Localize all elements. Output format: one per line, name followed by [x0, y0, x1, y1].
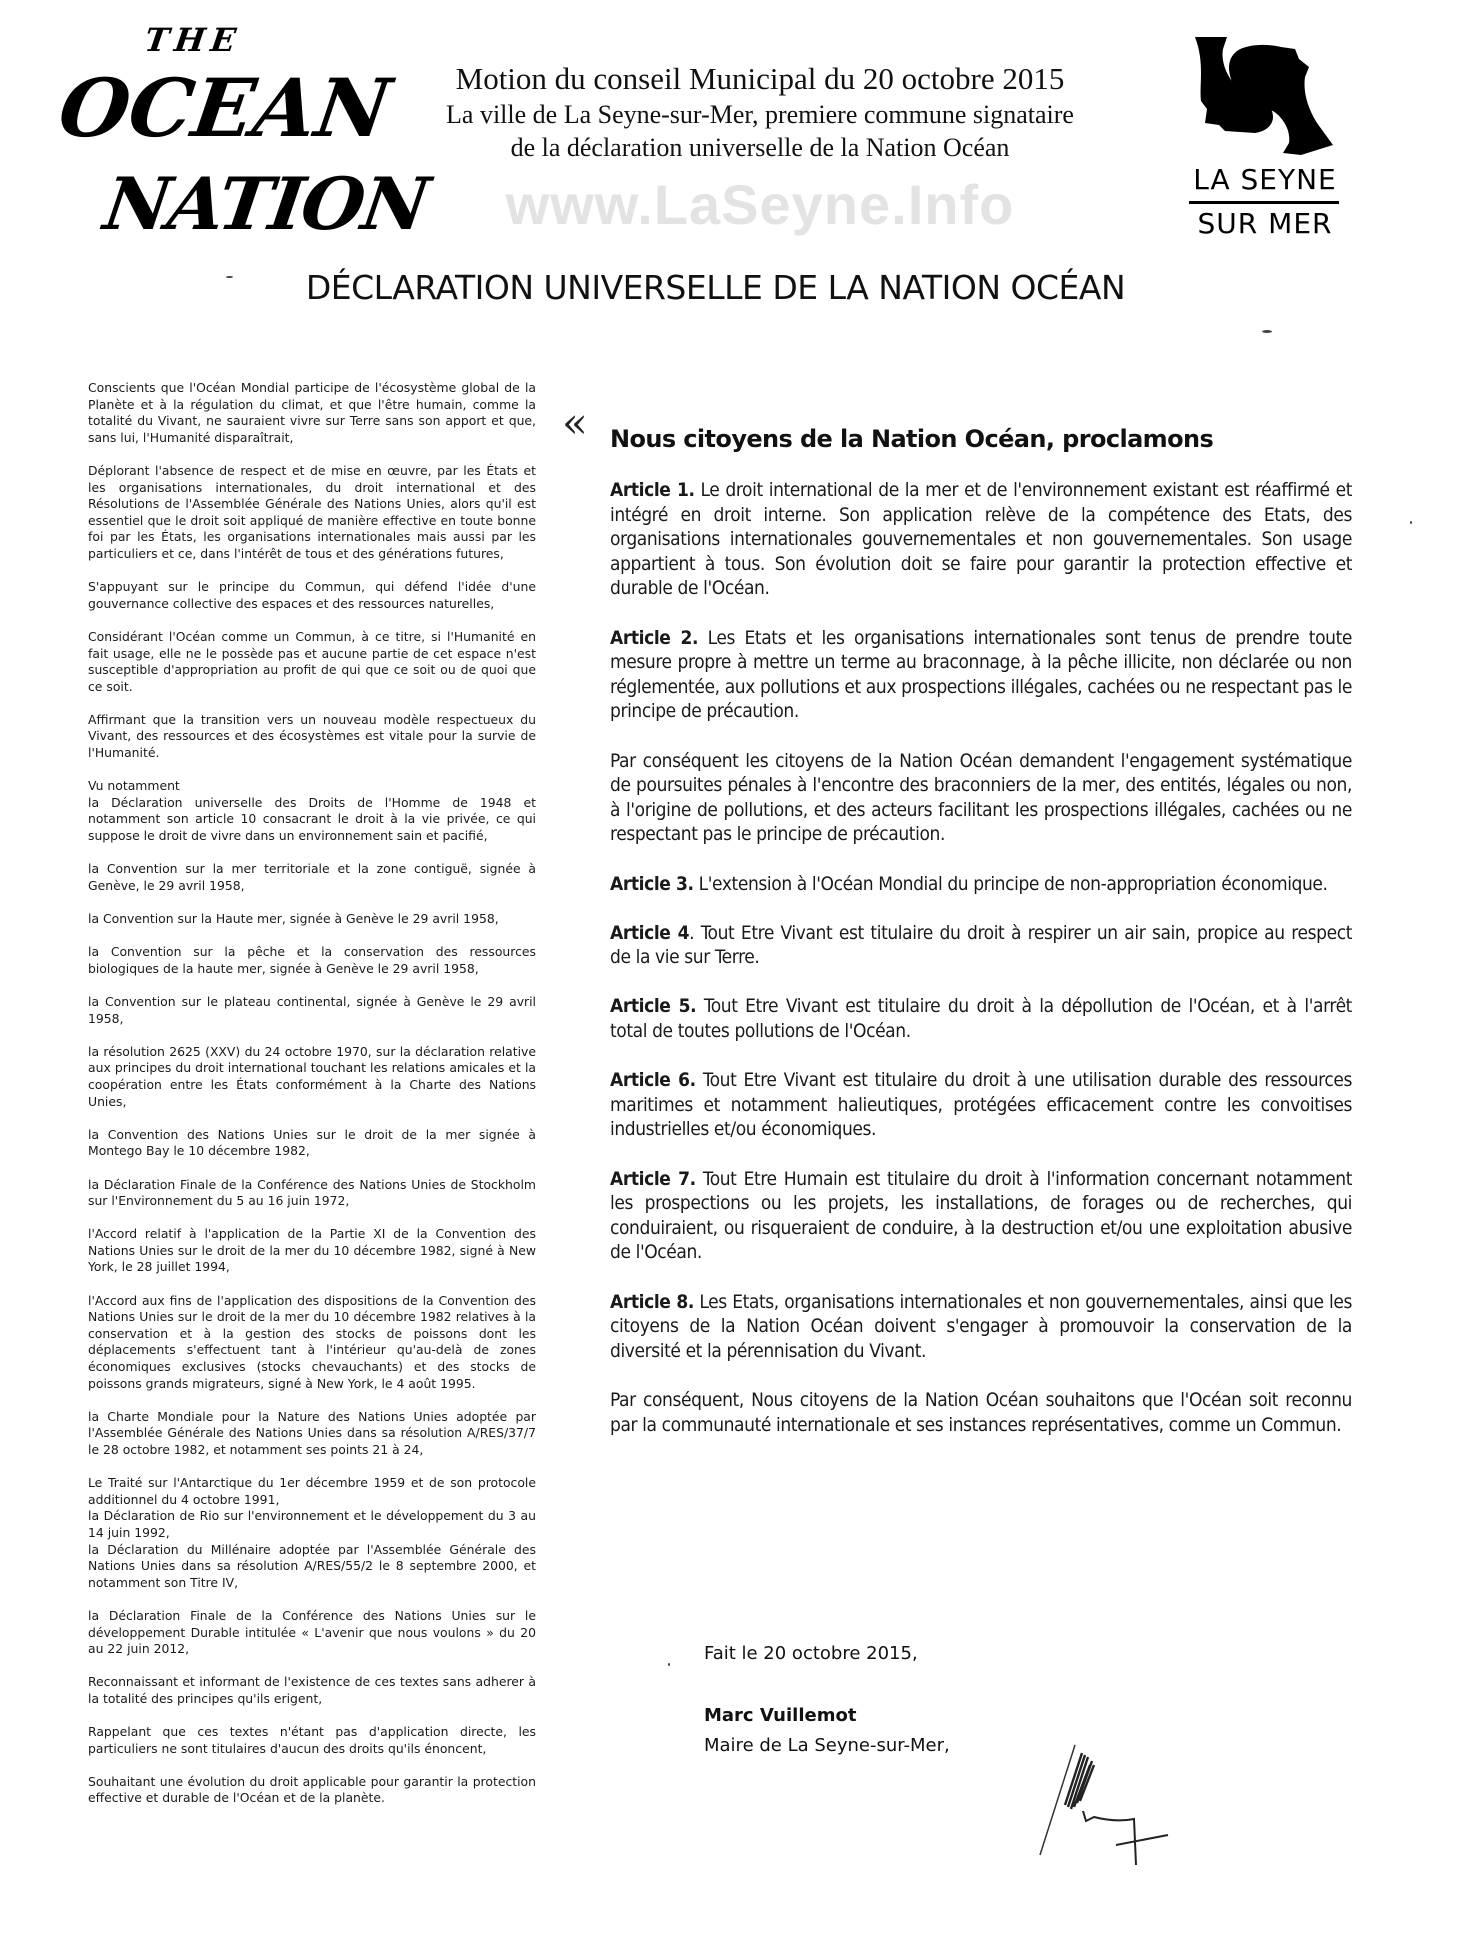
- scan-speck: [1410, 521, 1412, 524]
- article-text: Tout Etre Vivant est titulaire du droit à une utilisation durable des ressources maritimes et notamment halieutiques, protégées efficacement contre les convoitises industrielles et/ou économiques.: [610, 1069, 1352, 1141]
- preamble-paragraph: Le Traité sur l'Antarctique du 1er décembre 1959 et de son protocole additionnel du 4 octobre 1991,: [88, 1475, 536, 1507]
- preamble-paragraph: Vu notamment: [88, 778, 180, 794]
- la-seyne-logo: [1185, 35, 1345, 245]
- preamble-paragraph: la Déclaration du Millénaire adoptée par l'Assemblée Générale des Nations Unies dans sa résolution A/RES/55/2 le 8 septembre 2000, et notamment son Titre IV,: [88, 1541, 536, 1590]
- article-label: Article 7.: [610, 1167, 696, 1190]
- article-2-consequence: [610, 749, 1352, 847]
- article-2: [610, 626, 1352, 724]
- signatory-name: Marc Vuillemot: [704, 1705, 857, 1726]
- signatory-role: Maire de La Seyne-sur-Mer,: [704, 1735, 950, 1756]
- preamble-paragraph: la Déclaration Finale de la Conférence des Nations Unies de Stockholm sur l'Environnement du 5 au 16 juin 1972,: [88, 1176, 536, 1209]
- motion-header: [400, 60, 1120, 164]
- article-label: Article 1.: [610, 479, 695, 501]
- preamble-paragraph: Affirmant que la transition vers un nouveau modèle respectueux du Vivant, des ressources et des écosystèmes est vitale pour la survie de l'Humanité.: [88, 711, 536, 761]
- preamble-paragraph: la Convention des Nations Unies sur le droit de la mer signée à Montego Bay le 10 décembre 1982,: [88, 1126, 536, 1159]
- proclamation-heading: Nous citoyens de la Nation Océan, proclamons: [610, 425, 1214, 453]
- article-text: L'extension à l'Océan Mondial du principe de non-appropriation économique.: [693, 872, 1328, 895]
- preamble-paragraph: Considérant l'Océan comme un Commun, à ce titre, si l'Humanité en fait usage, elle ne le possède pas et aucune partie de cet espace n'est susceptible d'appropriation au profit de qui que ce soit ou de quoi que ce soit.: [88, 628, 536, 694]
- article-label: Article 3.: [610, 872, 694, 895]
- preamble-paragraph: la Déclaration de Rio sur l'environnement et le développement du 3 au 14 juin 1992,: [88, 1508, 536, 1540]
- preamble-paragraph: Conscients que l'Océan Mondial participe de l'écosystème global de la Planète et à la régulation du climat, et que l'être humain, comme la totalité du Vivant, ne sauraient vivre sur Terre sans son apport et que, sans lui, l'Humanité disparaîtrait,: [88, 380, 536, 445]
- article-3: [610, 872, 1352, 897]
- preamble-paragraph: la Convention sur le plateau continental, signée à Genève le 29 avril 1958,: [88, 993, 536, 1026]
- preamble-paragraph: la Déclaration Finale de la Conférence des Nations Unies sur le développement Durable intitulée « L'avenir que nous voulons » du 20 au 22 juin 2012,: [88, 1607, 536, 1657]
- signature-block: [704, 1642, 950, 1758]
- preamble-paragraph: Rappelant que ces textes n'étant pas d'application directe, les particuliers ne sont titulaires d'aucun des droits qu'ils énoncent,: [88, 1724, 536, 1756]
- preamble-paragraph: l'Accord aux fins de l'application des dispositions de la Convention des Nations Unies sur le droit de la mer du 10 décembre 1982 relatives à la conservation et à la gestion des stocks de poissons dont les déplacements s'effectuent tant à l'intérieur qu'au-delà de zones économiques exclusives (stocks chevauchants) et des stocks de poissons grands migrateurs, signé à New York, le 4 août 1995.: [88, 1292, 536, 1391]
- logo-divider: [1189, 201, 1339, 204]
- logo-text-the: THE: [142, 21, 245, 59]
- article-text: Tout Etre Humain est titulaire du droit à l'information concernant notamment les prospections ou les projets, les installations, de forages ou de recherches, qui conduiraient, ou risqueraient de conduire, à la destruction et/ou une exploitation abusive de l'Océan.: [610, 1167, 1352, 1264]
- scan-speck: [226, 276, 233, 278]
- article-label: Article 6.: [610, 1069, 696, 1092]
- handwritten-signature-icon: [1020, 1725, 1170, 1875]
- article-5: [610, 994, 1352, 1043]
- scan-speck: [668, 1663, 670, 1666]
- preamble-column: [88, 380, 536, 1824]
- article-text: Tout Etre Vivant est titulaire du droit à la dépollution de l'Océan, et à l'arrêt total de toutes pollutions de l'Océan.: [610, 995, 1352, 1043]
- preamble-paragraph: l'Accord relatif à l'application de la Partie XI de la Convention des Nations Unies sur le droit de la mer du 10 décembre 1982, signé à New York, le 28 juillet 1994,: [88, 1226, 536, 1275]
- preamble-paragraph: la Déclaration universelle des Droits de l'Homme de 1948 et notamment son article 10 consacrant le droit à la vie privée, ce qui suppose le droit de vivre dans un environnement sain et pacifié,: [88, 794, 536, 844]
- preamble-paragraph: Souhaitant une évolution du droit applicable pour garantir la protection effective et durable de l'Océan et de la planète.: [88, 1773, 536, 1806]
- scan-speck: [1262, 330, 1272, 333]
- preamble-paragraph: Reconnaissant et informant de l'existence de ces textes sans adherer à la totalité des principes qu'ils erigent,: [88, 1674, 536, 1706]
- logo-text-ocean: OCEAN: [53, 61, 397, 155]
- signature-date: Fait le 20 octobre 2015,: [704, 1643, 918, 1664]
- preamble-paragraph: S'appuyant sur le principe du Commun, qui défend l'idée d'une gouvernance collective des espaces et des ressources naturelles,: [88, 579, 536, 611]
- article-label: Article 4: [610, 921, 690, 944]
- article-label: Article 8.: [610, 1290, 694, 1313]
- article-text: Par conséquent, Nous citoyens de la Nation Océan souhaitons que l'Océan soit reconnu par la communauté internationale et ses instances représentatives, comme un Commun.: [610, 1388, 1352, 1436]
- article-4: [610, 921, 1352, 970]
- declaration-title: DÉCLARATION UNIVERSELLE DE LA NATION OCÉAN: [305, 268, 1126, 307]
- article-text: Les Etats et les organisations internationales sont tenus de prendre toute mesure propre à mettre un terme au braconnage, à la pêche illicite, non déclarée ou non réglementée, aux pollutions et aux prospections illégales, cachées ou ne respectant pas le principe de précaution.: [610, 626, 1353, 723]
- article-text: Les Etats, organisations internationales et non gouvernementales, ainsi que les citoyens de la Nation Océan doivent s'engager à promouvoir la conservation de la diversité et la pérennisation du Vivant.: [610, 1290, 1352, 1362]
- article-text: . Tout Etre Vivant est titulaire du droit à respirer un air sain, propice au respect de la vie sur Terre.: [610, 921, 1352, 969]
- preamble-paragraph: la Convention sur la Haute mer, signée à Genève le 29 avril 1958,: [88, 911, 499, 926]
- article-7: [610, 1167, 1352, 1265]
- article-text: Par conséquent les citoyens de la Nation Océan demandent l'engagement systématique de poursuites pénales à l'encontre des braconniers de la mer, des entités, légales ou non, à l'origine de pollutions, et des acteurs facilitant les prospections illégales, cachées ou ne respectant pas le principe de précaution.: [610, 749, 1352, 846]
- article-8: [610, 1290, 1352, 1364]
- watermark: www.LaSeyne.Info: [505, 173, 1015, 236]
- motion-subtitle-1: La ville de La Seyne-sur-Mer, premiere commune signataire: [446, 100, 1074, 129]
- motion-subtitle-2: de la déclaration universelle de la Nation Océan: [510, 133, 1010, 162]
- la-seyne-emblem-icon: [1185, 35, 1345, 159]
- logo-text-sur-mer: SUR MER: [1197, 207, 1333, 240]
- ocean-nation-logo: [53, 21, 433, 292]
- preamble-paragraph: la résolution 2625 (XXV) du 24 octobre 1970, sur la déclaration relative aux principes du droit international touchant les relations amicales et la coopération entre les États conformément à la Charte des Nations Unies,: [88, 1043, 536, 1109]
- article-label: Article 5.: [610, 995, 697, 1018]
- article-label: Article 2.: [610, 626, 699, 649]
- preamble-paragraph: la Convention sur la pêche et la conservation des ressources biologiques de la haute mer, signée à Genève le 29 avril 1958,: [88, 944, 536, 976]
- article-6: [610, 1068, 1352, 1142]
- opening-quote-icon: «: [562, 398, 588, 447]
- articles-column: [610, 478, 1352, 1462]
- logo-text-la-seyne: LA SEYNE: [1193, 163, 1337, 196]
- preamble-paragraph: Déplorant l'absence de respect et de mise en œuvre, par les États et les organisations internationales, du droit international et des Résolutions de l'Assemblée Générale des Nations Unies, alors qu'il est essentiel que le droit soit appliqué de manière effective en toute bonne foi par les États, les organisations internationales mais aussi par les particuliers et ce, dans l'intérêt de tous et des générations futures,: [88, 462, 536, 561]
- logo-text-nation: NATION: [99, 161, 433, 246]
- preamble-paragraph: la Charte Mondiale pour la Nature des Nations Unies adoptée par l'Assemblée Générale des Nations Unies dans sa résolution A/RES/37/7 le 28 octobre 1982, et notamment ses points 21 à 24,: [88, 1408, 536, 1457]
- article-1: [610, 478, 1352, 601]
- motion-title: Motion du conseil Municipal du 20 octobre 2015: [455, 61, 1065, 96]
- preamble-paragraph: la Convention sur la mer territoriale et la zone contiguë, signée à Genève, le 29 avril 1958,: [88, 861, 536, 893]
- article-text: Le droit international de la mer et de l'environnement existant est réaffirmé et intégré en droit interne. Son application relève de la compétence des Etats, des organisations internationales gouvernementales et non gouvernementales. Son usage appartient à tous. Son évolution doit se faire pour garantir la protection effective et durable de l'Océan.: [610, 479, 1352, 600]
- closing-paragraph: [610, 1388, 1352, 1437]
